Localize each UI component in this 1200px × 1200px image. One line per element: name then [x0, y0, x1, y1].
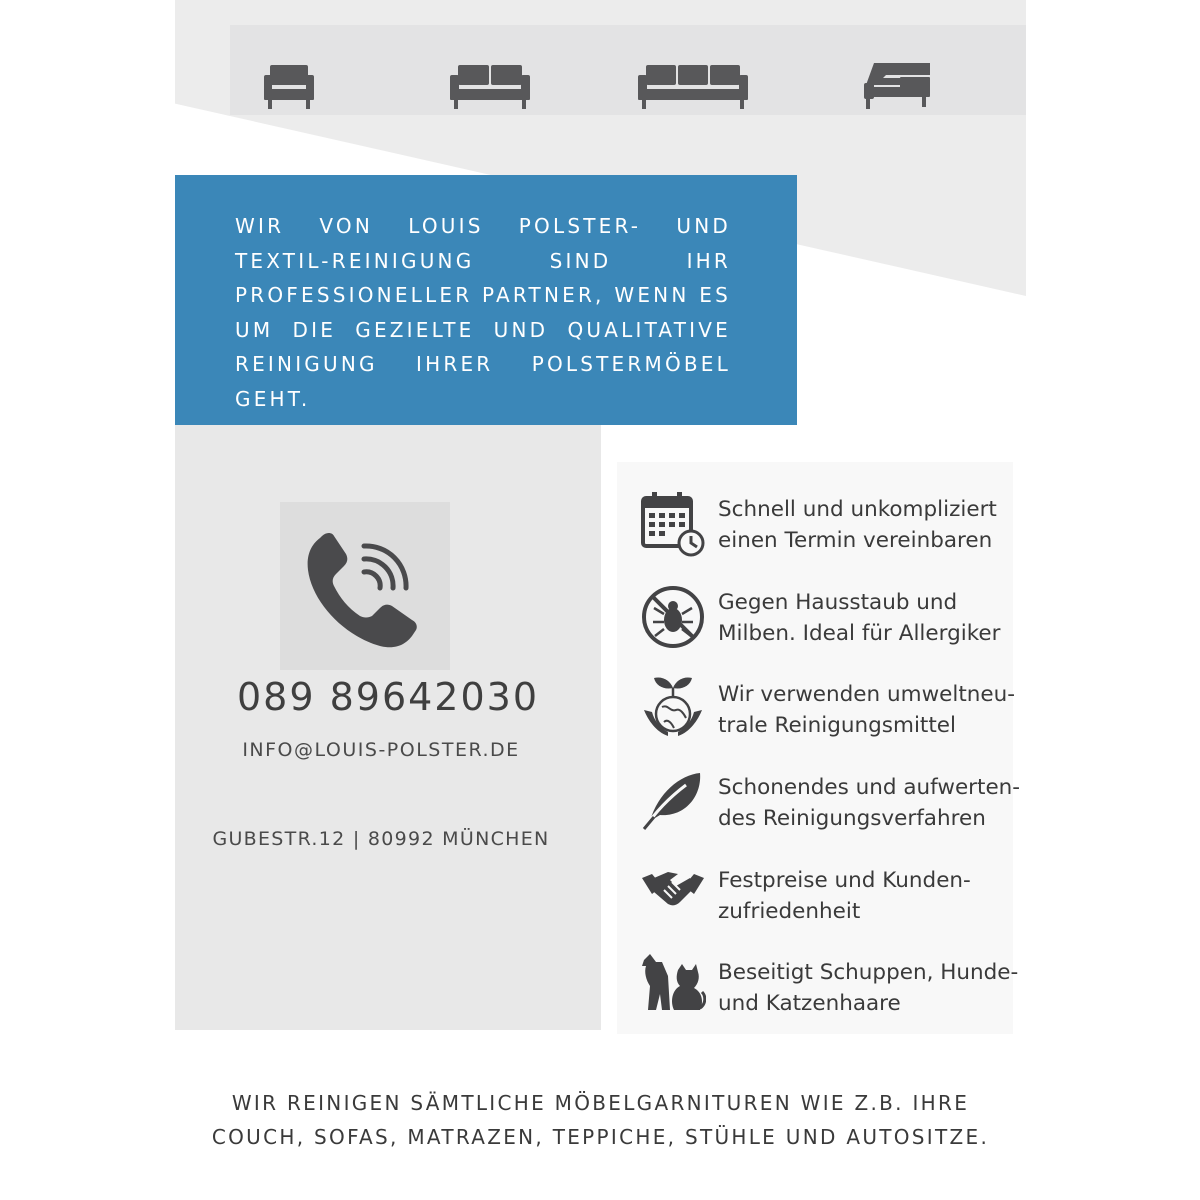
feature-item-pet-hair: [718, 957, 1019, 1019]
furniture-icon-band: [230, 25, 1026, 115]
corner-sofa-icon: [862, 63, 930, 109]
feature-item-fixed-price: [718, 865, 1013, 927]
calendar-clock-icon: [640, 492, 706, 558]
footer-line: WIR REINIGEN SÄMTLICHE MÖBELGARNITUREN WIE Z.B. IHRE: [231, 1091, 970, 1115]
feature-item-allergy: [718, 587, 1013, 649]
intro-text: WIR VON LOUIS POLSTER- UND TEXTIL-REINIGUNG SIND IHR PROFESSIONELLER PARTNER, WENN ES UM DIE GEZIELTE UND QUALITATIVE REINIGUNG IHRER POLSTERMÖBEL GEHT.: [235, 214, 731, 411]
phone-icon: [302, 526, 430, 654]
armchair-icon: [264, 65, 314, 109]
phone-icon-tile: [280, 502, 450, 670]
dog-cat-icon: [640, 950, 706, 1016]
feature-line: Schonendes und aufwerten-: [718, 775, 1021, 800]
feature-line: und Katzenhaare: [718, 991, 901, 1016]
three-seat-sofa-icon: [638, 65, 748, 109]
eco-globe-hands-icon: [640, 674, 706, 740]
feature-line: Wir verwenden umweltneu-: [718, 682, 1016, 707]
intro-box: [175, 175, 797, 425]
flyer-page: [175, 0, 1026, 1200]
feature-line: Beseitigt Schuppen, Hunde-: [718, 960, 1019, 985]
feature-line: zufriedenheit: [718, 899, 861, 924]
feature-item-appointment: [718, 494, 1013, 556]
footer-line: COUCH, SOFAS, MATRAZEN, TEPPICHE, STÜHLE UND AUTOSITZE.: [211, 1125, 990, 1149]
address-text: GUBESTR.12 | 80992 MÜNCHEN: [212, 828, 550, 850]
feature-line: Schnell und unkompliziert: [718, 497, 997, 522]
two-seat-sofa-icon: [450, 65, 530, 109]
feature-line: einen Termin vereinbaren: [718, 528, 993, 553]
feature-line: trale Reinigungsmittel: [718, 713, 956, 738]
features-list: [617, 462, 1021, 1034]
feature-line: des Reinigungsverfahren: [718, 806, 986, 831]
feature-line: Milben. Ideal für Allergiker: [718, 621, 1001, 646]
contact-panel: [175, 425, 601, 1030]
handshake-icon: [640, 856, 706, 922]
feature-line: Festpreise und Kunden-: [718, 868, 971, 893]
leaf-icon: [640, 765, 706, 831]
feature-line: Gegen Hausstaub und: [718, 590, 958, 615]
feature-item-gentle: [718, 772, 1021, 834]
email-link[interactable]: INFO@LOUIS-POLSTER.DE: [242, 739, 520, 761]
feature-item-eco: [718, 679, 1016, 741]
footer-note: [175, 1086, 1026, 1154]
no-mite-icon: [640, 584, 706, 650]
phone-number[interactable]: 089 89642030: [236, 675, 540, 719]
